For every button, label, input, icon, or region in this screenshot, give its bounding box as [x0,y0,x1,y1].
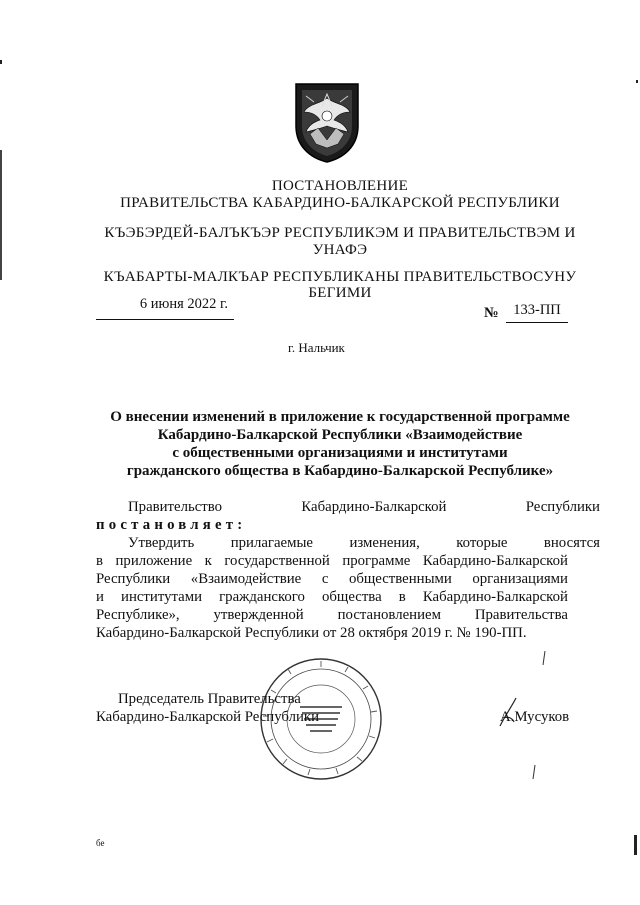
document-city: г. Нальчик [288,340,345,355]
body-word: вносятся [543,535,600,551]
body-word: общества [322,589,382,605]
signatory-role-line-2: Кабардино-Балкарской Республики [96,709,319,725]
title-line-3: с общественными организациями и институтами [172,445,508,461]
header-line-3: КЪЭБЭРДЕЙ-БАЛЪКЪЭР РЕСПУБЛИКЭМ И ПРАВИТЕЛЬСТВЭМ И [104,225,576,241]
header-line-2: ПРАВИТЕЛЬСТВА КАБАРДИНО-БАЛКАРСКОЙ РЕСПУБЛИКИ [120,195,560,211]
signatory-name: А.Мусуков [500,709,570,725]
body-line-3 [96,534,600,552]
scan-edge-mark [0,60,2,64]
body-word: утвержденной [213,607,304,623]
body-word: в [398,589,406,605]
resolution-word: постановляет: [96,517,247,533]
number-sign: № [484,305,499,321]
body-word: государственной [224,553,330,569]
body-word: программе [342,553,411,569]
title-line-4: гражданского общества в Кабардино-Балкарской Республике» [126,463,554,479]
body-line-1 [96,498,600,516]
body-word: гражданского [219,589,305,605]
header-line-1: ПОСТАНОВЛЕНИЕ [271,178,409,194]
body-line-2 [96,516,568,534]
body-word: Утвердить [128,535,195,551]
document-number: 133-ПП [506,302,568,323]
body-text: Кабардино-Балкарской Республики от 28 октября 2019 г. № 190-ПП. [96,625,527,641]
footer-mark: бе [96,838,105,848]
body-word: Правительства [474,607,568,623]
title-line-2: Кабардино-Балкарской Республики «Взаимодействие [157,427,523,443]
body-word: с [321,571,329,587]
body-word: Кабардино-Балкарской [301,499,447,515]
body-word: общественными [348,571,452,587]
document-date: 6 июня 2022 г. [96,296,234,320]
pen-mark [530,764,538,780]
body-line-5 [96,570,568,588]
body-line-7 [96,606,568,624]
header-line-5: КЪАБАРТЫ-МАЛКЪАР РЕСПУБЛИКАНЫ ПРАВИТЕЛЬСТВОСУНУ [103,269,577,285]
scan-edge-mark [636,80,638,83]
body-word: организациями [472,571,568,587]
body-word: «Взаимодействие [190,571,302,587]
body-word: прилагаемые [230,535,313,551]
body-word: и [96,589,104,605]
title-line-1: О внесении изменений в приложение к государственной программе [110,409,570,425]
scan-edge-mark [0,150,2,280]
body-word: Республике», [96,607,180,623]
body-word: постановлением [337,607,441,623]
body-word: к [204,553,212,569]
signatory-role-line-1: Председатель Правительства [118,691,301,707]
document-number-block [484,302,568,324]
body-word: Кабардино-Балкарской [422,553,568,569]
body-word: изменения, [349,535,420,551]
header-line-4: УНАФЭ [312,242,368,258]
body-word: которые [456,535,508,551]
body-word: институтами [121,589,202,605]
coat-of-arms-emblem [292,82,362,164]
header-line-6: БЕГИМИ [308,285,372,301]
body-word: Правительство [128,499,223,515]
scan-edge-mark [634,835,637,855]
body-word: в [96,553,103,569]
body-word: приложение [115,553,193,569]
body-line-4 [96,552,568,570]
pen-mark [540,650,548,666]
body-line-6 [96,588,568,606]
body-line-8 [96,624,568,642]
body-word: Республики [525,499,600,515]
body-word: Республики [96,571,171,587]
body-word: Кабардино-Балкарской [422,589,568,605]
